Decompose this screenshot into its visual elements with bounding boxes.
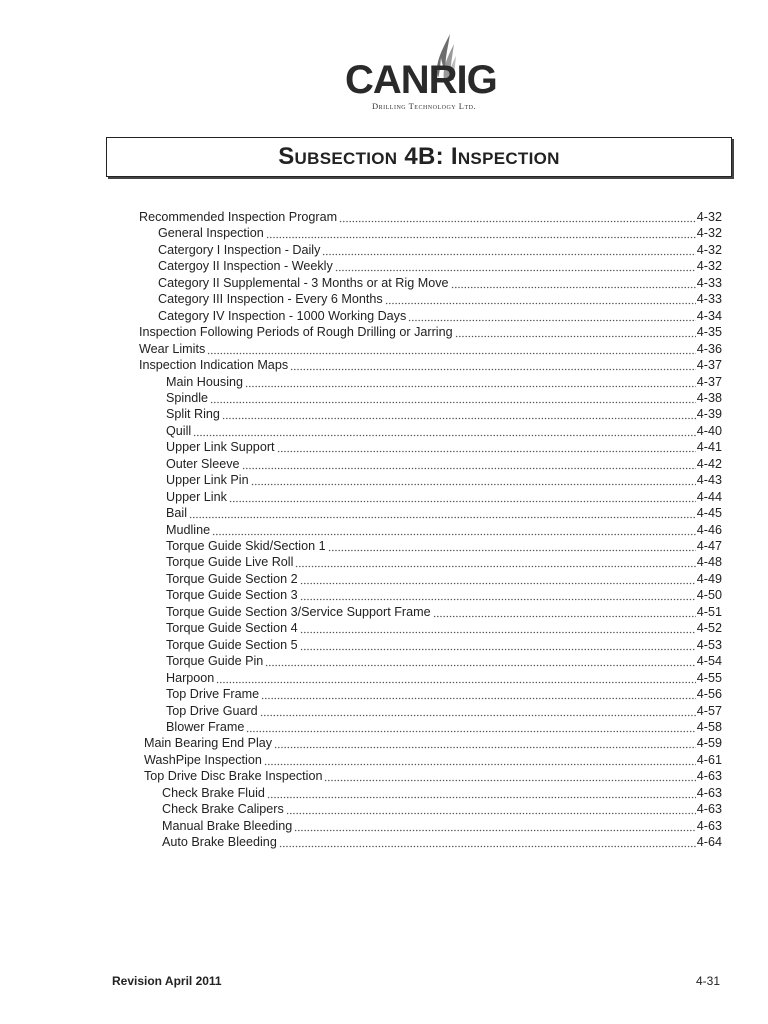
toc-entry[interactable]: [158, 242, 722, 258]
toc-entry-page: 4-32: [696, 242, 722, 257]
toc-leader-dots: [251, 472, 696, 488]
toc-entry-label: Upper Link Support: [166, 440, 275, 455]
toc-entry-label: Manual Brake Bleeding: [162, 818, 293, 833]
toc-entry[interactable]: [144, 735, 722, 751]
toc-entry-page: 4-38: [696, 390, 722, 405]
toc-entry-label: Torque Guide Skid/Section 1: [166, 539, 326, 553]
toc-leader-dots: [300, 587, 696, 603]
toc-entry[interactable]: [166, 456, 722, 472]
toc-entry-label: Check Brake Calipers: [162, 802, 284, 817]
toc-entry[interactable]: [166, 637, 722, 653]
toc-entry-label: Quill: [166, 423, 192, 438]
toc-leader-dots: [246, 719, 695, 735]
toc-entry[interactable]: [144, 752, 722, 768]
toc-entry[interactable]: [166, 439, 722, 455]
toc-leader-dots: [295, 554, 695, 570]
toc-leader-dots: [286, 801, 696, 817]
toc-leader-dots: [279, 834, 696, 850]
toc-entry[interactable]: [162, 801, 722, 817]
toc-entry-page: 4-37: [696, 374, 722, 389]
toc-leader-dots: [300, 620, 696, 636]
toc-entry-page: 4-35: [696, 325, 722, 340]
toc-entry-page: 4-48: [696, 555, 722, 570]
toc-entry-page: 4-52: [696, 621, 722, 636]
toc-leader-dots: [207, 341, 696, 357]
footer-page-number: 4-31: [695, 974, 720, 988]
toc-entry[interactable]: [166, 374, 722, 390]
toc-entry[interactable]: [162, 785, 722, 801]
toc-entry[interactable]: [166, 719, 722, 735]
toc-entry-page: 4-44: [696, 489, 722, 504]
toc-entry[interactable]: [166, 423, 722, 439]
toc-leader-dots: [245, 374, 696, 390]
toc-entry-page: 4-55: [696, 670, 722, 685]
toc-entry[interactable]: [139, 341, 722, 357]
toc-entry-label: Split Ring: [166, 407, 220, 422]
toc-entry-label: Main Bearing End Play: [144, 736, 273, 751]
toc-entry-page: 4-42: [696, 456, 722, 471]
toc-entry-label: Torque Guide Section 3/Service Support Frame: [166, 604, 431, 619]
toc-leader-dots: [260, 703, 696, 719]
toc-entry[interactable]: [162, 834, 722, 850]
toc-leader-dots: [300, 571, 696, 587]
toc-entry-page: 4-32: [696, 210, 722, 224]
toc-entry-page: 4-57: [696, 703, 722, 718]
toc-leader-dots: [322, 242, 695, 258]
toc-leader-dots: [339, 209, 696, 225]
toc-entry-page: 4-39: [696, 407, 722, 422]
toc-entry-label: Torque Guide Live Roll: [166, 555, 294, 570]
toc-entry-page: 4-54: [696, 654, 722, 669]
toc-entry-label: Top Drive Disc Brake Inspection: [144, 769, 323, 784]
toc-entry-label: Torque Guide Section 4: [166, 621, 298, 636]
toc-entry-label: Top Drive Frame: [166, 687, 260, 702]
toc-entry-page: 4-43: [696, 473, 722, 488]
toc-entry-label: WashPipe Inspection: [144, 752, 262, 767]
toc-entry[interactable]: [166, 703, 722, 719]
toc-entry-label: Blower Frame: [166, 719, 245, 734]
toc-entry-label: Category II Supplemental - 3 Months or at Rig Move: [158, 275, 449, 290]
toc-entry-label: Upper Link: [166, 489, 227, 504]
toc-entry[interactable]: [166, 571, 722, 587]
toc-entry-label: Catergory I Inspection - Daily: [158, 242, 321, 257]
toc-entry-label: Top Drive Guard: [166, 703, 258, 718]
toc-entry-label: General Inspection: [158, 226, 264, 241]
toc-entry-page: 4-63: [696, 802, 722, 817]
toc-entry[interactable]: [158, 225, 722, 241]
toc-entry[interactable]: [158, 291, 722, 307]
toc-leader-dots: [242, 456, 696, 472]
toc-leader-dots: [229, 489, 696, 505]
toc-entry[interactable]: [158, 308, 722, 324]
toc-entry[interactable]: [166, 670, 722, 686]
toc-entry[interactable]: [166, 653, 722, 669]
toc-entry-label: Main Housing: [166, 374, 244, 389]
toc-entry-label: Bail: [166, 506, 187, 521]
toc-entry-page: 4-41: [696, 440, 722, 455]
toc-leader-dots: [335, 258, 696, 274]
toc-entry[interactable]: [166, 587, 722, 603]
toc-entry-page: 4-61: [696, 752, 722, 767]
toc-entry-page: 4-64: [696, 835, 722, 850]
toc-entry-label: Torque Guide Section 5: [166, 637, 298, 652]
toc-entry-label: Torque Guide Section 2: [166, 571, 298, 586]
toc-entry-label: Harpoon: [166, 670, 215, 685]
toc-leader-dots: [193, 423, 696, 439]
toc-leader-dots: [266, 225, 696, 241]
toc-entry[interactable]: [166, 522, 722, 538]
toc-leader-dots: [324, 768, 695, 784]
toc-leader-dots: [385, 291, 696, 307]
toc-leader-dots: [451, 275, 696, 291]
toc-entry-label: Recommended Inspection Program: [139, 210, 338, 224]
toc-entry-page: 4-32: [696, 226, 722, 241]
toc-entry[interactable]: [166, 620, 722, 636]
toc-entry-page: 4-33: [696, 292, 722, 307]
toc-entry-page: 4-45: [696, 506, 722, 521]
toc-entry-page: 4-36: [696, 341, 722, 356]
toc-entry-label: Torque Guide Section 3: [166, 588, 298, 603]
toc-entry-label: Inspection Indication Maps: [139, 358, 289, 373]
toc-entry[interactable]: [166, 604, 722, 620]
toc-leader-dots: [212, 522, 696, 538]
toc-entry-label: Mudline: [166, 522, 211, 537]
toc-entry[interactable]: [166, 554, 722, 570]
toc-leader-dots: [290, 357, 696, 373]
toc-leader-dots: [328, 538, 696, 554]
toc-entry[interactable]: [139, 324, 722, 340]
toc-entry-page: 4-63: [696, 818, 722, 833]
toc-leader-dots: [277, 439, 696, 455]
toc-entry-page: 4-49: [696, 571, 722, 586]
toc-entry-label: Inspection Following Periods of Rough Drilling or Jarring: [139, 325, 453, 340]
toc-entry-page: 4-63: [696, 785, 722, 800]
toc-entry-label: Category III Inspection - Every 6 Months: [158, 292, 383, 307]
toc-entry-page: 4-37: [696, 358, 722, 373]
toc-entry-page: 4-40: [696, 423, 722, 438]
footer-revision: Revision April 2011: [112, 974, 222, 988]
toc-entry[interactable]: [158, 258, 722, 274]
toc-entry[interactable]: [139, 357, 722, 373]
toc-entry[interactable]: [166, 686, 722, 702]
toc-entry-label: Wear Limits: [139, 341, 206, 356]
toc-leader-dots: [265, 653, 695, 669]
toc-leader-dots: [216, 670, 695, 686]
toc-entry-label: Spindle: [166, 390, 209, 405]
toc-entry-page: 4-56: [696, 687, 722, 702]
toc-entry[interactable]: [144, 768, 722, 784]
toc-entry[interactable]: [166, 489, 722, 505]
toc-leader-dots: [222, 406, 696, 422]
toc-entry[interactable]: [166, 538, 722, 554]
toc-leader-dots: [210, 390, 696, 406]
toc-leader-dots: [267, 785, 696, 801]
toc-entry-page: 4-53: [696, 637, 722, 652]
toc-entry[interactable]: [166, 390, 722, 406]
toc-entry-label: Catergoy II Inspection - Weekly: [158, 259, 333, 274]
toc-entry[interactable]: [162, 818, 722, 834]
toc-entry-page: 4-46: [696, 522, 722, 537]
toc-leader-dots: [455, 324, 696, 340]
subsection-title-box: [106, 137, 732, 177]
toc-entry-page: 4-50: [696, 588, 722, 603]
toc-entry[interactable]: [158, 275, 722, 291]
toc-entry-page: 4-47: [696, 539, 722, 553]
toc-leader-dots: [408, 308, 696, 324]
toc-entry[interactable]: [166, 505, 722, 521]
toc-entry[interactable]: [166, 472, 722, 488]
toc-entry-label: Upper Link Pin: [166, 473, 249, 488]
toc-entry-page: 4-59: [696, 736, 722, 751]
toc-entry-page: 4-58: [696, 719, 722, 734]
page-title: Subsection 4B: Inspection: [278, 143, 560, 170]
toc-leader-dots: [274, 735, 696, 751]
toc-entry-page: 4-51: [696, 604, 722, 619]
toc-entry-page: 4-34: [696, 308, 722, 323]
toc-entry-page: 4-63: [696, 769, 722, 784]
toc-entry-label: Torque Guide Pin: [166, 654, 264, 669]
toc-leader-dots: [189, 505, 696, 521]
toc-leader-dots: [294, 818, 696, 834]
toc-leader-dots: [433, 604, 696, 620]
toc-entry-page: 4-32: [696, 259, 722, 274]
toc-entry-label: Check Brake Fluid: [162, 785, 265, 800]
toc-entry-label: Outer Sleeve: [166, 456, 240, 471]
logo-tagline: Drilling Technology Ltd.: [372, 101, 477, 111]
toc-entry[interactable]: [139, 209, 722, 225]
toc-leader-dots: [264, 752, 696, 768]
toc-entry-label: Auto Brake Bleeding: [162, 835, 277, 850]
toc-entry-page: 4-33: [696, 275, 722, 290]
toc-entry[interactable]: [166, 406, 722, 422]
logo-brand: CANRIG: [345, 58, 497, 102]
toc-leader-dots: [261, 686, 696, 702]
toc-entry-label: Category IV Inspection - 1000 Working Days: [158, 308, 407, 323]
toc-leader-dots: [300, 637, 696, 653]
